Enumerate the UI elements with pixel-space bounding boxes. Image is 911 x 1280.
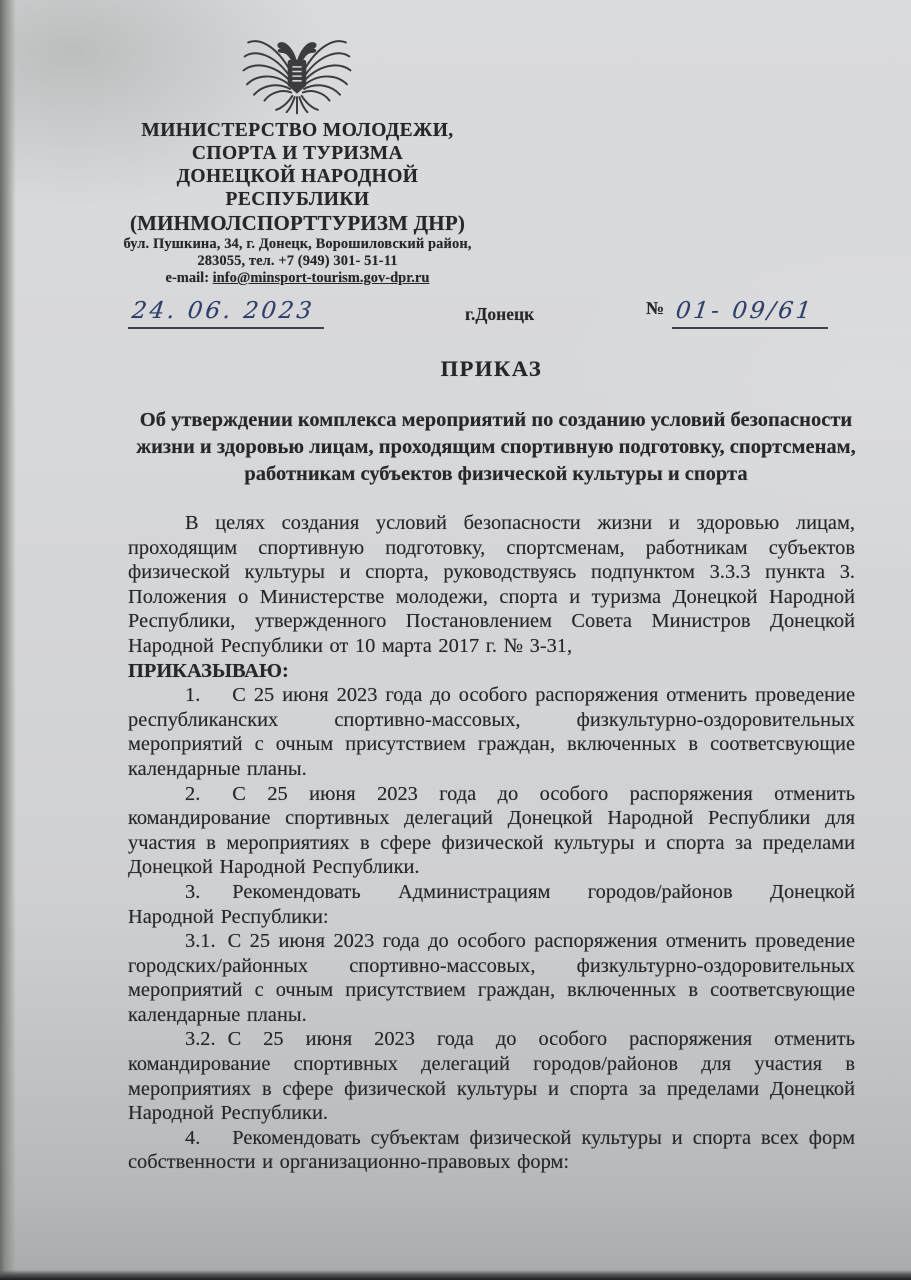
item-number: 4. <box>185 1126 201 1149</box>
handwritten-date: 24. 06. 2023 <box>130 298 316 324</box>
phone-line: 283055, тел. +7 (949) 301- 51-11 <box>197 253 398 269</box>
dpr-coat-of-arms-eagle-icon <box>236 32 358 118</box>
ministry-name-line: МИНИСТЕРСТВО МОЛОДЕЖИ, <box>141 120 454 141</box>
order-item-1 <box>128 683 855 781</box>
order-word: ПРИКАЗЫВАЮ: <box>128 659 289 682</box>
ministry-abbreviation: (МИНМОЛСПОРТТУРИЗМ ДНР) <box>129 211 466 235</box>
email-address: info@minsport-tourism.gov-dpr.ru <box>212 270 430 286</box>
item-number: 1. <box>185 684 201 707</box>
document-title: ПРИКАЗ <box>440 356 543 381</box>
ministry-name-line: РЕСПУБЛИКИ <box>225 189 370 210</box>
requisites-row <box>128 296 855 340</box>
scan-shadow-left <box>0 0 16 1280</box>
item-text: С 25 июня 2023 года до особого распоряжения отменить командирование спортивных делегаций городов/районов для участия в мероприятиях в сфере физической культуры и спорта за пределами Донецкой Народной Республики. <box>128 1028 855 1125</box>
order-item-3-1 <box>128 929 855 1027</box>
item-number: 3.2. <box>185 1028 216 1051</box>
ministry-name-line: СПОРТА И ТУРИЗМА <box>191 143 404 164</box>
item-text: Рекомендовать субъектам физической культуры и спорта всех форм собственности и организационно-правовых форм: <box>128 1126 855 1174</box>
handwritten-number: 01- 09/61 <box>674 298 816 324</box>
item-text: С 25 июня 2023 года до особого распоряжения отменить командирование спортивных делегаций Донецкой Народной Республики для участия в мероприятиях в сфере физической культуры и спорта за пределами Донецкой Народной Республики. <box>128 782 855 879</box>
ministry-name-line: ДОНЕЦКОЙ НАРОДНОЙ <box>176 166 419 187</box>
letterhead <box>110 119 485 287</box>
address-line: бул. Пушкина, 34, г. Донецк, Ворошиловский район, <box>123 236 472 252</box>
city-label: г.Донецк <box>465 304 535 324</box>
order-item-4 <box>128 1126 855 1175</box>
item-number: 3.1. <box>185 930 216 953</box>
number-sign: № <box>646 298 665 318</box>
email-label: e-mail: <box>165 270 213 286</box>
item-number: 3. <box>185 880 201 903</box>
email-line <box>110 270 485 287</box>
item-text: С 25 июня 2023 года до особого распоряжения отменить проведение городских/районных спортивно-массовых, физкультурно-оздоровительных мероприятий с очным присутствием граждан, включенных в соответсвующие календарные планы. <box>128 930 855 1026</box>
order-item-3-2 <box>128 1027 855 1125</box>
document-body <box>128 511 855 1175</box>
document-date-field <box>128 298 324 329</box>
document-number-field <box>646 298 828 329</box>
order-item-2 <box>128 782 855 880</box>
order-item-3 <box>128 880 855 929</box>
scan-shadow-bottom <box>0 1270 911 1280</box>
item-text: Рекомендовать Администрациям городов/районов Донецкой Народной Республики: <box>128 880 855 928</box>
item-text: С 25 июня 2023 года до особого распоряжения отменить проведение республиканских спортивно-массовых, физкультурно-оздоровительных мероприятий с очным присутствием граждан, включенных в соответсвующие календарные планы. <box>128 684 855 780</box>
document-subject: Об утверждении комплекса мероприятий по созданию условий безопасности жизни и здоровью лицам, проходящим спортивную подготовку, спортсменам, работникам субъектов физической культуры и спорта <box>136 409 856 485</box>
item-number: 2. <box>185 782 201 805</box>
preamble-paragraph: В целях создания условий безопасности жизни и здоровью лицам, проходящим спортивную подготовку, спортсменам, работникам субъектов физической культуры и спорта, руководствуясь подпунктом 3.3.3 пункта 3. Положения о Министерстве молодежи, спорта и туризма Донецкой Народной Республики, утвержденного Постановлением Совета Министров Донецкой Народной Республики от 10 марта 2017 г. № 3-31, <box>128 512 855 657</box>
